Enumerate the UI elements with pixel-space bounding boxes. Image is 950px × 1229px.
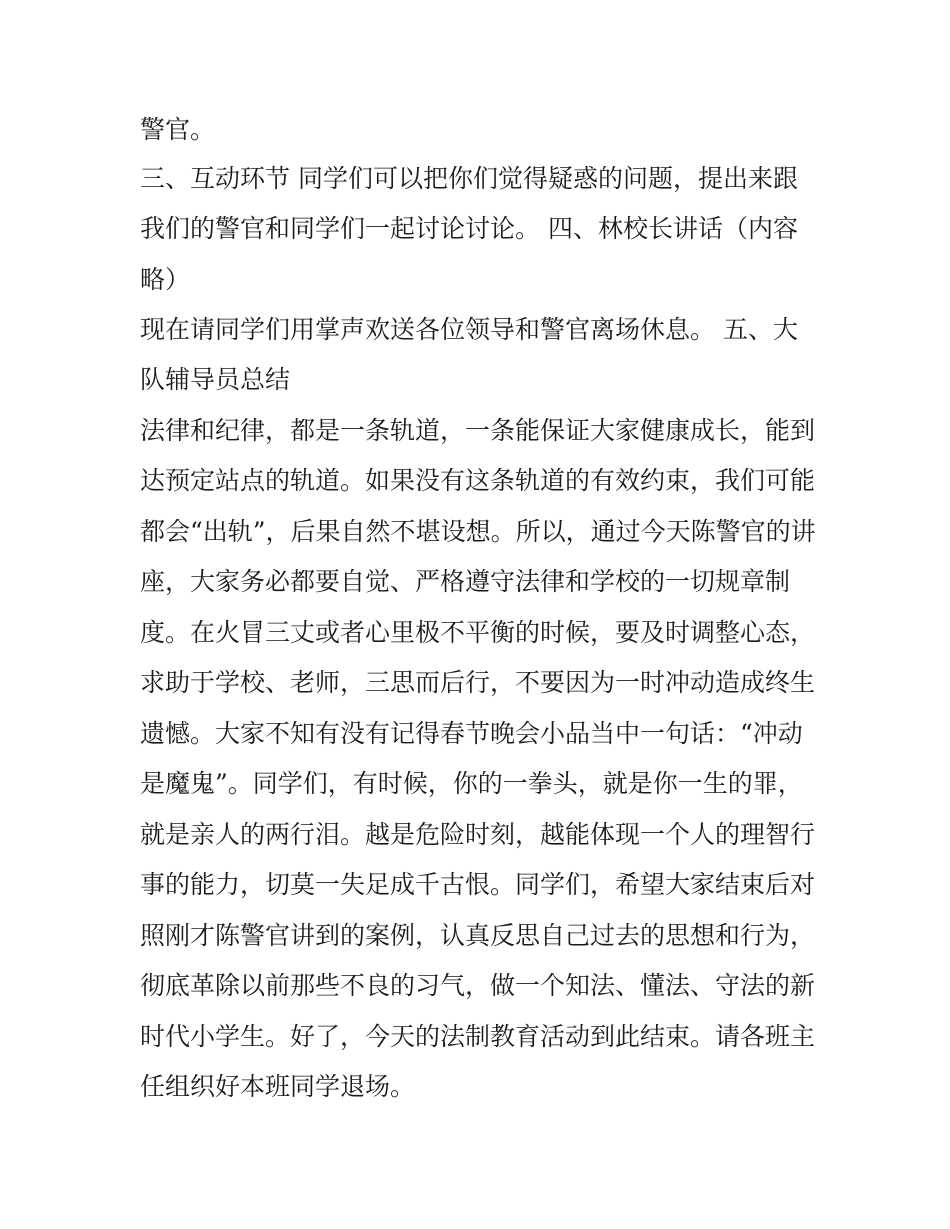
text-line: 我们的警官和同学们一起讨论讨论。 四、林校长讲话（内容 — [140, 214, 798, 243]
text-line: 三、互动环节 同学们可以把你们觉得疑惑的问题，提出来跟 — [140, 164, 798, 193]
text-line: 是魔鬼”。同学们，有时候，你的一拳头，就是你一生的罪， — [140, 769, 803, 798]
text-line: 略） — [140, 265, 191, 294]
text-line: 事的能力，切莫一失足成千古恨。同学们，希望大家结束后对 — [140, 870, 816, 899]
text-line: 就是亲人的两行泪。越是危险时刻，越能体现一个人的理智行 — [140, 820, 816, 849]
text-line: 达预定站点的轨道。如果没有这条轨道的有效约束，我们可能 — [140, 466, 816, 495]
text-line: 任组织好本班同学退场。 — [140, 1072, 416, 1101]
text-line: 现在请同学们用掌声欢送各位领导和警官离场休息。 五、大 — [140, 315, 798, 344]
text-line: 队辅导员总结 — [140, 365, 291, 394]
text-line: 都会“出轨”，后果自然不堪设想。所以，通过今天陈警官的讲 — [140, 517, 816, 546]
text-line: 遗憾。大家不知有没有记得春节晚会小品当中一句话：“冲动 — [140, 719, 803, 748]
text-line: 彻底革除以前那些不良的习气，做一个知法、懂法、守法的新 — [140, 971, 816, 1000]
text-line: 时代小学生。好了，今天的法制教育活动到此结束。请各班主 — [140, 1022, 816, 1051]
text-line: 度。在火冒三丈或者心里极不平衡的时候，要及时调整心态， — [140, 618, 816, 647]
text-line: 求助于学校、老师，三思而后行，不要因为一时冲动造成终生 — [140, 668, 816, 697]
text-line: 法律和纪律，都是一条轨道，一条能保证大家健康成长，能到 — [140, 416, 816, 445]
text-line: 照刚才陈警官讲到的案例，认真反思自己过去的思想和行为， — [140, 921, 816, 950]
text-line: 警官。 — [140, 115, 216, 144]
text-line: 座，大家务必都要自觉、严格遵守法律和学校的一切规章制 — [140, 567, 791, 596]
